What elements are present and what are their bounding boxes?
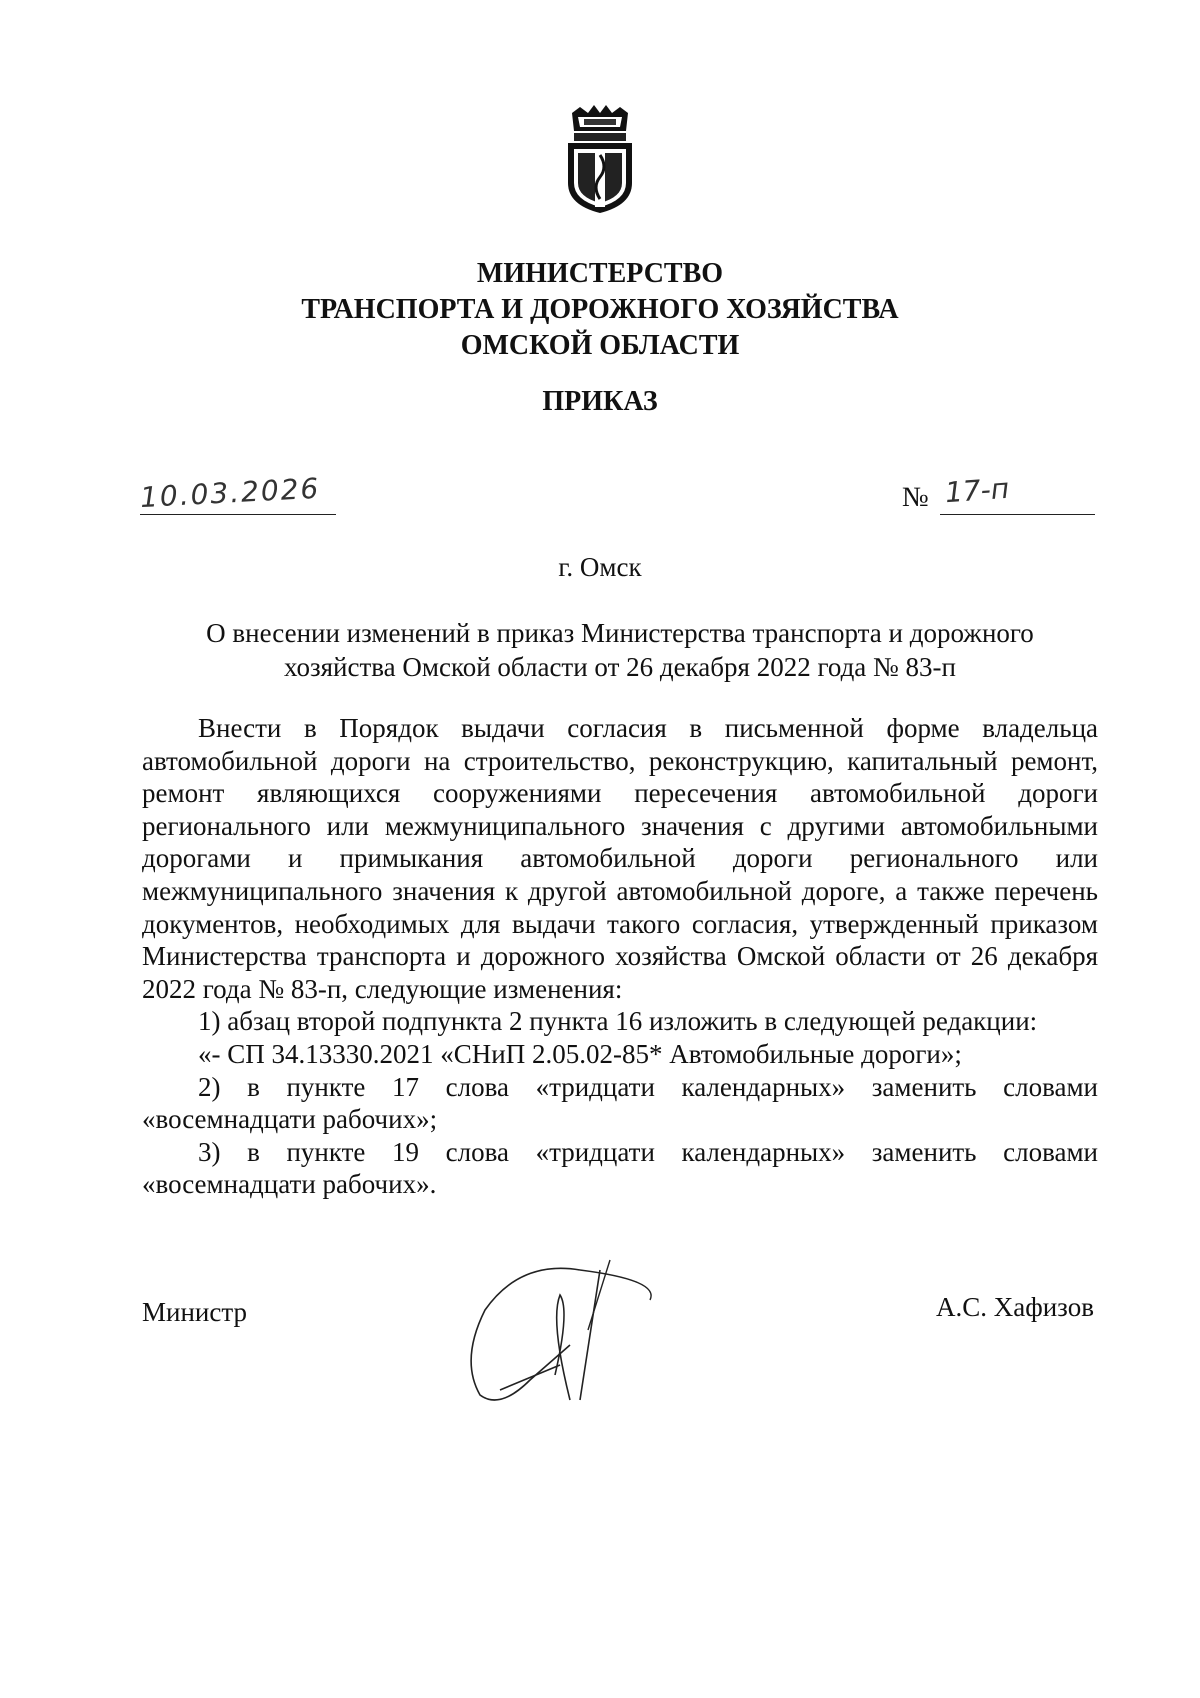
- ministry-header: [0, 256, 1200, 364]
- ministry-line-1: МИНИСТЕРСТВО: [476, 258, 724, 289]
- body-item-1: 1) абзац второй подпункта 2 пункта 16 изложить в следующей редакции:: [198, 1006, 1038, 1037]
- number-label: №: [902, 482, 929, 513]
- body-item-1-text: «- СП 34.13330.2021 «СНиП 2.05.02-85* Автомобильные дороги»;: [198, 1038, 962, 1069]
- subject-line-1: О внесении изменений в приказ Министерства транспорта и дорожного: [206, 618, 1034, 648]
- order-subject: [0, 616, 1200, 684]
- handwritten-date: 10.03.2026: [139, 471, 322, 515]
- body-item-3: 3) в пункте 19 слова «тридцати календарных» заменить словами «восемнадцати рабочих».: [142, 1136, 1098, 1200]
- subject-line-2: хозяйства Омской области от 26 декабря 2022 года № 83-п: [284, 652, 956, 682]
- order-body: [142, 712, 1098, 1201]
- city: г. Омск: [558, 552, 642, 582]
- coat-of-arms-icon: [560, 105, 640, 215]
- signer-name: А.С. Хафизов: [936, 1292, 1094, 1322]
- date-underline: [140, 514, 336, 515]
- body-paragraph-main: Внести в Порядок выдачи согласия в письменной форме владельца автомобильной дороги на строительство, реконструкцию, капитальный ремонт, ремонт являющихся сооружениями пересечения автомобильной дороги регионального или межмуниципального значения с другими автомобильными дорогами и примыкания автомобильной дороги регионального или межмуниципального значения к другой автомобильной дороге, а также перечень документов, необходимых для выдачи такого согласия, утвержденный приказом Министерства транспорта и дорожного хозяйства Омской области от 26 декабря 2022 года № 83-п, следующие изменения:: [142, 713, 1098, 1004]
- ministry-line-3: ОМСКОЙ ОБЛАСТИ: [460, 330, 740, 361]
- signature-icon: [460, 1250, 680, 1410]
- ministry-line-2: ТРАНСПОРТА И ДОРОЖНОГО ХОЗЯЙСТВА: [301, 294, 899, 325]
- body-item-2: 2) в пункте 17 слова «тридцати календарных» заменить словами «восемнадцати рабочих»;: [142, 1071, 1098, 1135]
- document-type: ПРИКАЗ: [542, 386, 658, 417]
- handwritten-number: 17-п: [943, 471, 1011, 510]
- number-underline: [940, 514, 1095, 515]
- signer-title: Министр: [142, 1297, 247, 1327]
